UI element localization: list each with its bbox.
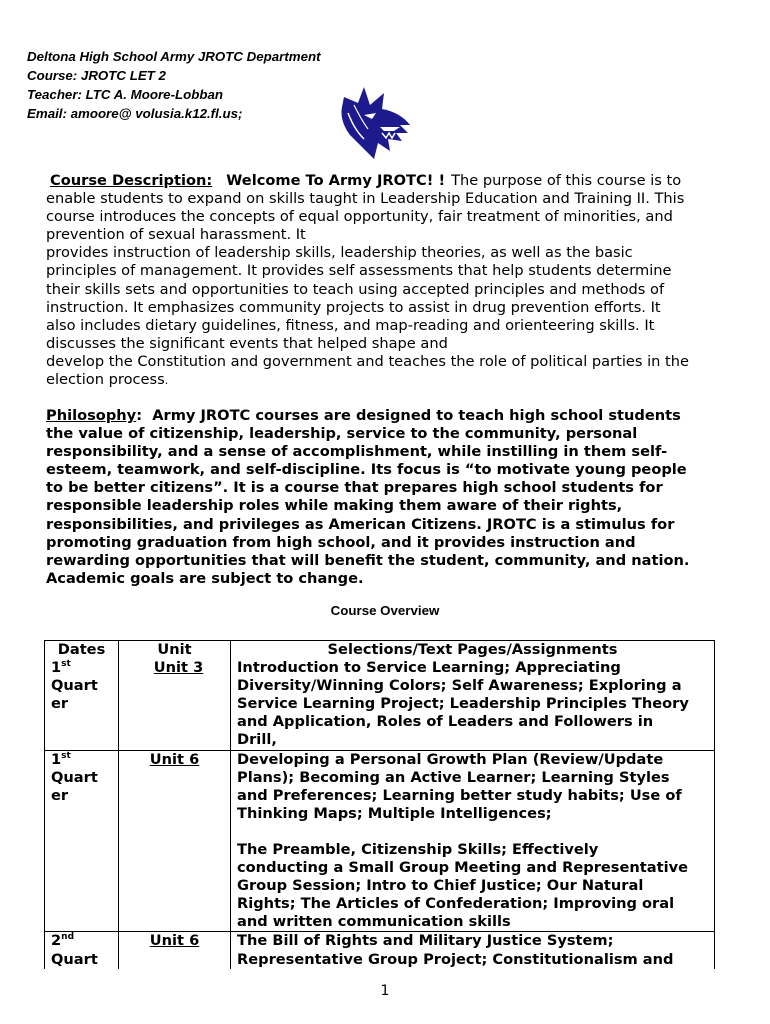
school-name: Deltona High School Army JROTC Department [27, 49, 321, 64]
unit-cell [119, 641, 231, 751]
wolf-mascot-icon [334, 83, 414, 163]
dates-cell: 1st Quart er [45, 750, 119, 932]
unit-label: Unit 6 [149, 750, 200, 768]
dates-header: Dates [57, 641, 106, 658]
teacher-name: Teacher: LTC A. Moore-Lobban [27, 87, 224, 102]
table-row [45, 932, 715, 969]
document-header [27, 47, 321, 123]
selections-cell: Developing a Personal Growth Plan (Review/Update Plans); Becoming an Active Learner; Learning Styles and Preferences; Learning better study habits; Use of Thinking Maps; Multiple Intelligences; The Preamble, Citizenship Skills; Effectively conducting a Small Group Meeting and Representative Group Session; Intro to Chief Justice; Our Natural Rights; The Articles of Confederation; Improving oral and written communication skills [231, 750, 715, 932]
unit-label: Unit 3 [153, 659, 204, 677]
course-overview-table [44, 640, 715, 969]
unit-header: Unit [157, 641, 192, 658]
selections-cell: Selections/Text Pages/Assignments Introduction to Service Learning; Appreciating Diversity/Winning Colors; Self Awareness; Exploring a Service Learning Project; Leadership Principles Theory and Application, Roles of Leaders and Followers in Drill, [231, 641, 715, 751]
course-overview-title: Course Overview [330, 603, 440, 618]
page-number: 1 [380, 983, 390, 999]
description-label: Course Description: [50, 172, 213, 189]
welcome-text: Welcome To Army JROTC! ! [226, 172, 446, 189]
dates-cell: Dates 1st Quart er [45, 641, 119, 751]
course-name: Course: JROTC LET 2 [27, 68, 166, 83]
philosophy-label: Philosophy [46, 407, 137, 424]
table-row [45, 750, 715, 932]
dates-cell: 2nd Quart [45, 932, 119, 969]
course-description: Course Description: Welcome To Army JROTC! ! The purpose of this course is to enable students to expand on skills taught in Leadership Education and Training II. This course introduces the concepts of equal opportunity, fair treatment of minorities, and prevention of sexual harassment. It provides instruction of leadership skills, leadership theories, as well as the basic principles of management. It provides self assessments that help students determine their skills sets and opportunities to teach using accepted principles and methods of instruction. It emphasizes community projects to assist in drug prevention efforts. It also includes dietary guidelines, fitness, and map-reading and orienteering skills. It discusses the significant events that helped shape and develop the Constitution and government and teaches the role of political parties in the election process. [46, 172, 689, 389]
table-row [45, 641, 715, 751]
selections-header: Selections/Text Pages/Assignments [327, 641, 618, 658]
unit-label: Unit 6 [149, 932, 200, 950]
selections-cell: The Bill of Rights and Military Justice System; Representative Group Project; Constitutionalism and [231, 932, 715, 969]
unit-cell [119, 750, 231, 932]
philosophy-section: Philosophy: Army JROTC courses are designed to teach high school students the value of citizenship, leadership, service to the community, personal responsibility, and a sense of accomplishment, while instilling in them self- esteem, teamwork, and self-discipline. Its focus is “to motivate young people to be better citizens”. It is a course that prepares high school students for responsible leadership roles while making them aware of their rights, responsibilities, and privileges as American Citizens. JROTC is a stimulus for promoting graduation from high school, and it provides instruction and rewarding opportunities that will benefit the student, community, and nation. Academic goals are subject to change. [46, 407, 690, 587]
teacher-email: Email: amoore@ volusia.k12.fl.us; [27, 106, 243, 121]
unit-cell [119, 932, 231, 969]
